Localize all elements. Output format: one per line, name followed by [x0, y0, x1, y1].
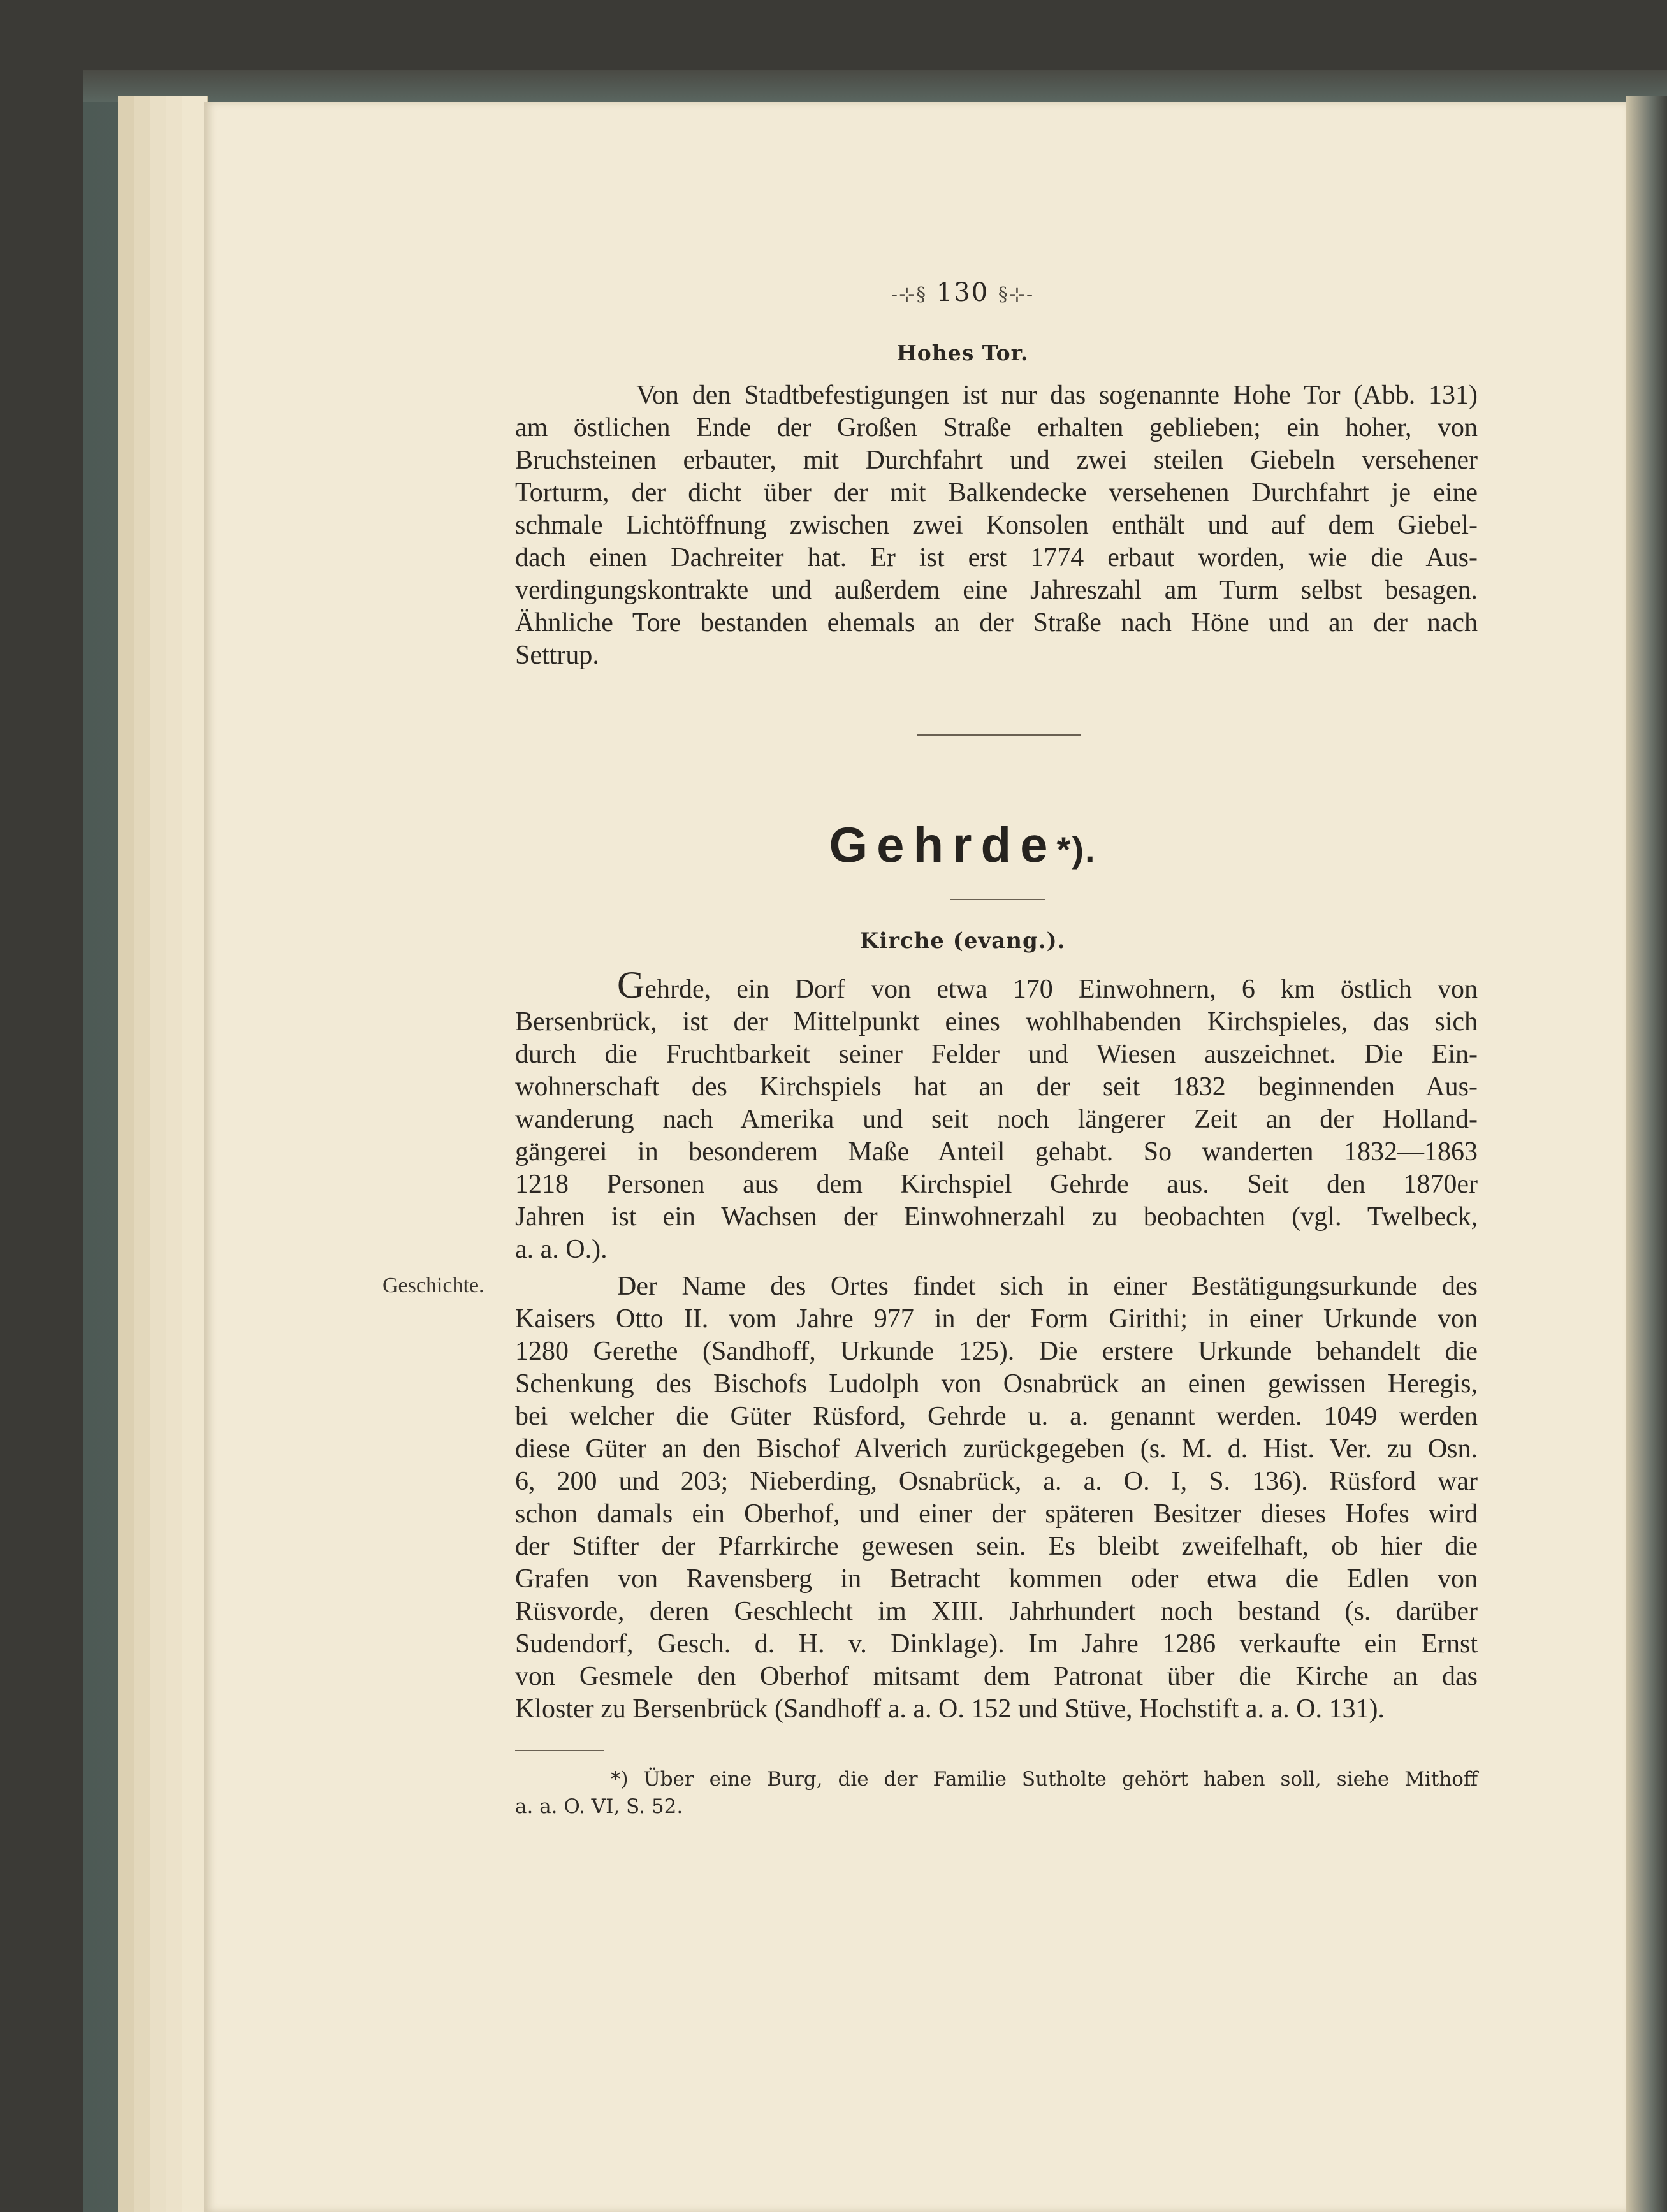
first-line-text: ehrde, ein Dorf von etwa 170 Einwohnern, 6 km östlich von: [644, 975, 1478, 1004]
footnote-line: a. a. O. VI, S. 52.: [515, 1795, 683, 1818]
text-line: 1280 Gerethe (Sandhoff, Urkunde 125). Die erstere Urkunde behandelt die: [515, 1337, 1478, 1366]
text-line: schmale Lichtöffnung zwischen zwei Konsolen enthält und auf dem Giebel-: [515, 511, 1478, 540]
book-right-edge: [1626, 96, 1667, 2212]
text-line: Sudendorf, Gesch. d. H. v. Dinklage). Im Jahre 1286 verkaufte ein Ernst: [515, 1629, 1478, 1659]
section-heading-kirche: Kirche (evang.).: [859, 928, 1066, 954]
text-line: gängerei in besonderem Maße Anteil gehabt. So wanderten 1832—1863: [515, 1137, 1478, 1167]
text-line: Grafen von Ravensberg in Betracht kommen oder etwa die Edlen von: [515, 1564, 1478, 1594]
text-line: Rüsvorde, deren Geschlecht im XIII. Jahrhundert noch bestand (s. darüber: [515, 1597, 1478, 1626]
text-line: bei welcher die Güter Rüsford, Gehrde u. a. genannt werden. 1049 werden: [515, 1402, 1478, 1431]
text-line: wohnerschaft des Kirchspiels hat an der seit 1832 beginnenden Aus-: [515, 1072, 1478, 1102]
section-divider: [917, 734, 1081, 736]
chapter-title-text: Gehrde: [829, 817, 1057, 873]
initial-letter: G: [617, 964, 645, 1006]
text-line: verdingungskontrakte und außerdem eine Jahreszahl am Turm selbst besagen.: [515, 576, 1478, 605]
ornament-left: -⊹§: [891, 284, 928, 306]
text-line: Torturm, der dicht über der mit Balkendecke versehenen Durchfahrt je eine: [515, 478, 1478, 507]
text-line: Settrup.: [515, 641, 599, 670]
footnote: [515, 1766, 1478, 1821]
text-line: Jahren ist ein Wachsen der Einwohnerzahl zu beobachten (vgl. Twelbeck,: [515, 1202, 1478, 1232]
margin-note-geschichte: Geschichte.: [382, 1274, 484, 1297]
text-line: schon damals ein Oberhof, und einer der späteren Besitzer dieses Hofes wird: [515, 1499, 1478, 1529]
text-line: wanderung nach Amerika und seit noch längerer Zeit an der Holland-: [515, 1105, 1478, 1134]
paragraph-geschichte: [515, 1270, 1478, 1726]
ornament-right: §⊹-: [998, 284, 1035, 306]
footnote-line: *) Über eine Burg, die der Familie Sutholte gehört haben soll, siehe Mithoff: [611, 1768, 1478, 1791]
page-number-header: [829, 278, 1096, 307]
text-line: Bruchsteinen erbauter, mit Durchfahrt und zwei steilen Giebeln versehener: [515, 446, 1478, 475]
chapter-title: [701, 816, 1224, 874]
text-line: a. a. O.).: [515, 1235, 608, 1264]
text-line: Ähnliche Tore bestanden ehemals an der Straße nach Höne und an der nach: [515, 608, 1478, 637]
text-line: 1218 Personen aus dem Kirchspiel Gehrde aus. Seit den 1870er: [515, 1170, 1478, 1199]
paragraph-gehrde: [515, 964, 1478, 1266]
page-number: 130: [936, 278, 989, 307]
text-line: diese Güter an den Bischof Alverich zurückgegeben (s. M. d. Hist. Ver. zu Osn.: [515, 1434, 1478, 1464]
text-line: Schenkung des Bischofs Ludolph von Osnabrück an einen gewissen Heregis,: [515, 1369, 1478, 1399]
text-line: Von den Stadtbefestigungen ist nur das sogenannte Hohe Tor (Abb. 131): [636, 381, 1478, 410]
text-line: der Stifter der Pfarrkirche gewesen sein. Es bleibt zweifelhaft, ob hier die: [515, 1532, 1478, 1561]
footnote-rule: [515, 1750, 604, 1751]
text-line: dach einen Dachreiter hat. Er ist erst 1774 erbaut worden, wie die Aus-: [515, 543, 1478, 572]
paragraph-hohes-tor: [515, 379, 1478, 672]
text-line: durch die Fruchtbarkeit seiner Felder und Wiesen auszeichnet. Die Ein-: [515, 1040, 1478, 1069]
text-line: [515, 964, 1478, 1006]
text-line: 6, 200 und 203; Nieberding, Osnabrück, a. a. O. I, S. 136). Rüsford war: [515, 1467, 1478, 1496]
text-line: Kloster zu Bersenbrück (Sandhoff a. a. O. 152 und Stüve, Hochstift a. a. O. 131).: [515, 1694, 1385, 1724]
text-line: Kaisers Otto II. vom Jahre 977 in der Form Girithi; in einer Urkunde von: [515, 1304, 1478, 1334]
section-heading-hohes-tor: Hohes Tor.: [896, 340, 1029, 365]
text-line: Der Name des Ortes findet sich in einer Bestätigungsurkunde des: [617, 1272, 1478, 1301]
text-line: am östlichen Ende der Großen Straße erhalten geblieben; ein hoher, von: [515, 413, 1478, 442]
text-line: Bersenbrück, ist der Mittelpunkt eines wohlhabenden Kirchspieles, das sich: [515, 1007, 1478, 1037]
text-line: von Gesmele den Oberhof mitsamt dem Patronat über die Kirche an das: [515, 1662, 1478, 1691]
title-underline: [950, 899, 1045, 900]
book-cover-top: [83, 70, 1667, 102]
chapter-title-footnote-mark: *).: [1056, 829, 1096, 870]
